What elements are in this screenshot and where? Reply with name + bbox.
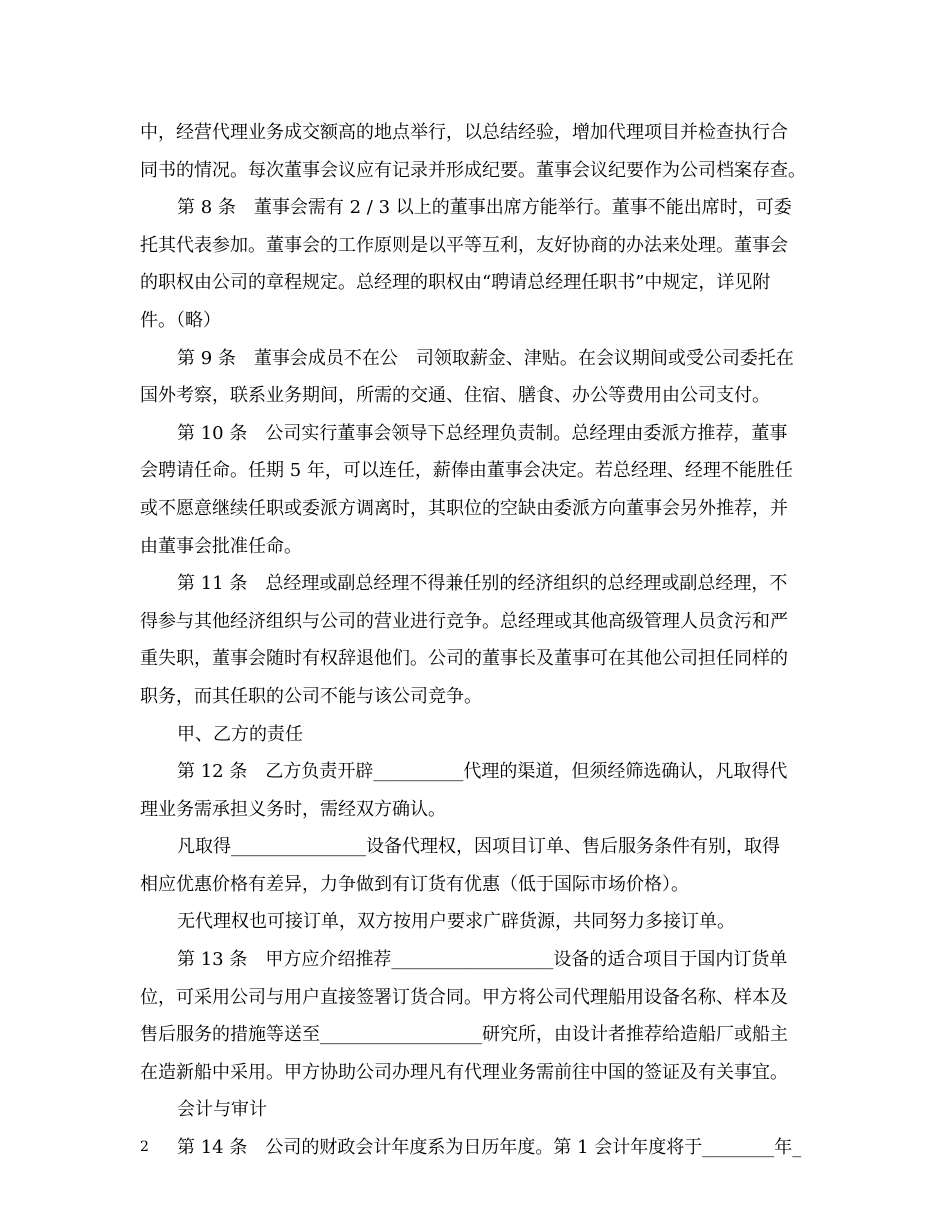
text-line: 在造新船中采用。甲方协助公司办理凡有代理业务需前往中国的签证及有关事宜。 xyxy=(140,1061,788,1083)
text-line: 第 14 条 公司的财政会计年度系为日历年度。第 1 会计年度将于________年_ xyxy=(177,1137,802,1159)
text-line: 甲、乙方的责任 xyxy=(177,723,303,745)
text-line: 相应优惠价格有差异，力争做到有订货有优惠（低于国际市场价格）。 xyxy=(140,873,689,895)
text-line: 或不愿意继续任职或委派方调离时，其职位的空缺由委派方向董事会另外推荐，并 xyxy=(140,497,788,519)
text-line: 中，经营代理业务成交额高的地点举行，以总结经验，增加代理项目并检查执行合 xyxy=(140,122,788,143)
text-line: 由董事会批准任命。 xyxy=(140,535,302,557)
text-line: 国外考察，联系业务期间，所需的交通、住宿、膳食、办公等费用由公司支付。 xyxy=(140,385,770,407)
text-line: 凡取得_______________设备代理权，因项目订单、售后服务条件有别，取得 xyxy=(177,836,780,858)
text-line: 重失职，董事会随时有权辞退他们。公司的董事长及董事可在其他公司担任同样的 xyxy=(140,648,788,670)
page-number: 2 xyxy=(140,1139,149,1155)
text-line: 的职权由公司的章程规定。总经理的职权由“聘请总经理任职书”中规定，详见附 xyxy=(140,272,771,294)
text-line: 第 12 条 乙方负责开辟__________代理的渠道，但须经筛选确认，凡取得代 xyxy=(177,761,788,783)
text-line: 职务，而其任职的公司不能与该公司竞争。 xyxy=(140,685,482,707)
text-line: 第 8 条 董事会需有 2 / 3 以上的董事出席方能举行。董事不能出席时，可委 xyxy=(177,197,792,219)
text-line: 同书的情况。每次董事会议应有记录并形成纪要。董事会议纪要作为公司档案存查。 xyxy=(140,159,806,181)
text-line: 会计与审计 xyxy=(177,1099,267,1121)
text-line: 第 9 条 董事会成员不在公 司领取薪金、津贴。在会议期间或受公司委托在 xyxy=(177,347,794,369)
text-line: 会聘请任命。任期 5 年，可以连任，薪俸由董事会决定。若总经理、经理不能胜任 xyxy=(140,460,793,482)
text-line: 第 11 条 总经理或副总经理不得兼任别的经济组织的总经理或副总经理，不 xyxy=(177,573,788,595)
text-line: 得参与其他经济组织与公司的营业进行竞争。总经理或其他高级管理人员贪污和严 xyxy=(140,610,788,632)
text-line: 位，可采用公司与用户直接签署订货合同。甲方将公司代理船用设备名称、样本及 xyxy=(140,986,788,1008)
text-line: 售后服务的措施等送至__________________研究所，由设计者推荐给造船厂或船主 xyxy=(140,1024,788,1046)
text-line: 无代理权也可接订单，双方按用户要求广辟货源，共同努力多接订单。 xyxy=(177,911,735,933)
text-line: 理业务需承担义务时，需经双方确认。 xyxy=(140,798,446,820)
text-line: 托其代表参加。董事会的工作原则是以平等互利，友好协商的办法来处理。董事会 xyxy=(140,234,788,256)
text-line: 第 13 条 甲方应介绍推荐__________________设备的适合项目于国内订货单 xyxy=(177,949,788,971)
text-line: 第 10 条 公司实行董事会领导下总经理负责制。总经理由委派方推荐，董事 xyxy=(177,422,788,444)
body-text xyxy=(140,114,820,1167)
text-line: 件。（略） xyxy=(140,309,221,331)
